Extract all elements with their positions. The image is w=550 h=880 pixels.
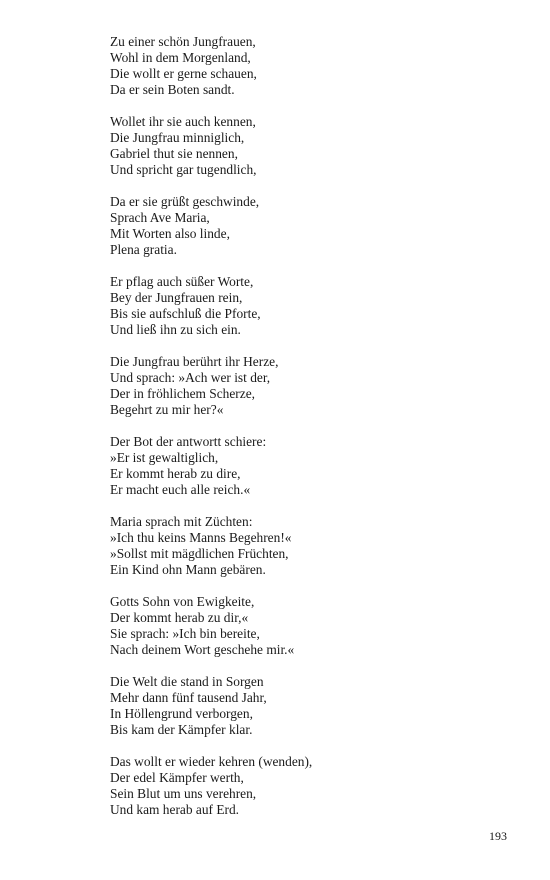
stanza-5 bbox=[110, 354, 530, 418]
verse-line: Der Bot der antwortt schiere: bbox=[110, 434, 267, 449]
stanza-6 bbox=[110, 434, 530, 498]
verse-line: »Er ist gewaltiglich, bbox=[110, 450, 219, 465]
verse-line: Gotts Sohn von Ewigkeite, bbox=[110, 594, 255, 609]
verse-line: Er kommt herab zu dire, bbox=[110, 466, 241, 481]
page-number: 193 bbox=[489, 829, 507, 843]
poem-body bbox=[110, 34, 530, 834]
verse-line: Das wollt er wieder kehren (wenden), bbox=[110, 754, 313, 769]
stanza-1 bbox=[110, 34, 530, 98]
verse-line: Der in fröhlichem Scherze, bbox=[110, 386, 256, 401]
verse-line: »Ich thu keins Manns Begehren!« bbox=[110, 530, 292, 545]
verse-line: Wohl in dem Morgenland, bbox=[110, 50, 251, 65]
verse-line: Zu einer schön Jungfrauen, bbox=[110, 34, 256, 49]
verse-line: Da er sein Boten sandt. bbox=[110, 82, 235, 97]
stanza-8 bbox=[110, 594, 530, 658]
verse-line: Mit Worten also linde, bbox=[110, 226, 230, 241]
verse-line: Wollet ihr sie auch kennen, bbox=[110, 114, 256, 129]
verse-line: Er macht euch alle reich.« bbox=[110, 482, 251, 497]
verse-line: Und sprach: »Ach wer ist der, bbox=[110, 370, 271, 385]
verse-line: Und kam herab auf Erd. bbox=[110, 802, 240, 817]
verse-line: Sprach Ave Maria, bbox=[110, 210, 210, 225]
verse-line: Bis kam der Kämpfer klar. bbox=[110, 722, 253, 737]
verse-line: Er pflag auch süßer Worte, bbox=[110, 274, 254, 289]
verse-line: Sie sprach: »Ich bin bereite, bbox=[110, 626, 260, 641]
verse-line: Mehr dann fünf tausend Jahr, bbox=[110, 690, 267, 705]
stanza-3 bbox=[110, 194, 530, 258]
stanza-4 bbox=[110, 274, 530, 338]
verse-line: Bis sie aufschluß die Pforte, bbox=[110, 306, 261, 321]
verse-line: Da er sie grüßt geschwinde, bbox=[110, 194, 260, 209]
stanza-2 bbox=[110, 114, 530, 178]
verse-line: Nach deinem Wort geschehe mir.« bbox=[110, 642, 295, 657]
verse-line: Und ließ ihn zu sich ein. bbox=[110, 322, 241, 337]
verse-line: Maria sprach mit Züchten: bbox=[110, 514, 253, 529]
verse-line: Ein Kind ohn Mann gebären. bbox=[110, 562, 266, 577]
verse-line: Begehrt zu mir her?« bbox=[110, 402, 224, 417]
verse-line: Plena gratia. bbox=[110, 242, 177, 257]
stanza-7 bbox=[110, 514, 530, 578]
verse-line: Der kommt herab zu dir,« bbox=[110, 610, 249, 625]
verse-line: Die wollt er gerne schauen, bbox=[110, 66, 257, 81]
verse-line: Der edel Kämpfer werth, bbox=[110, 770, 244, 785]
verse-line: »Sollst mit mägdlichen Früchten, bbox=[110, 546, 289, 561]
verse-line: In Höllengrund verborgen, bbox=[110, 706, 253, 721]
verse-line: Sein Blut um uns verehren, bbox=[110, 786, 257, 801]
verse-line: Gabriel thut sie nennen, bbox=[110, 146, 238, 161]
verse-line: Und spricht gar tugendlich, bbox=[110, 162, 257, 177]
verse-line: Die Jungfrau minniglich, bbox=[110, 130, 245, 145]
verse-line: Die Welt die stand in Sorgen bbox=[110, 674, 264, 689]
stanza-9 bbox=[110, 674, 530, 738]
stanza-10 bbox=[110, 754, 530, 818]
verse-line: Die Jungfrau berührt ihr Herze, bbox=[110, 354, 279, 369]
verse-line: Bey der Jungfrauen rein, bbox=[110, 290, 243, 305]
